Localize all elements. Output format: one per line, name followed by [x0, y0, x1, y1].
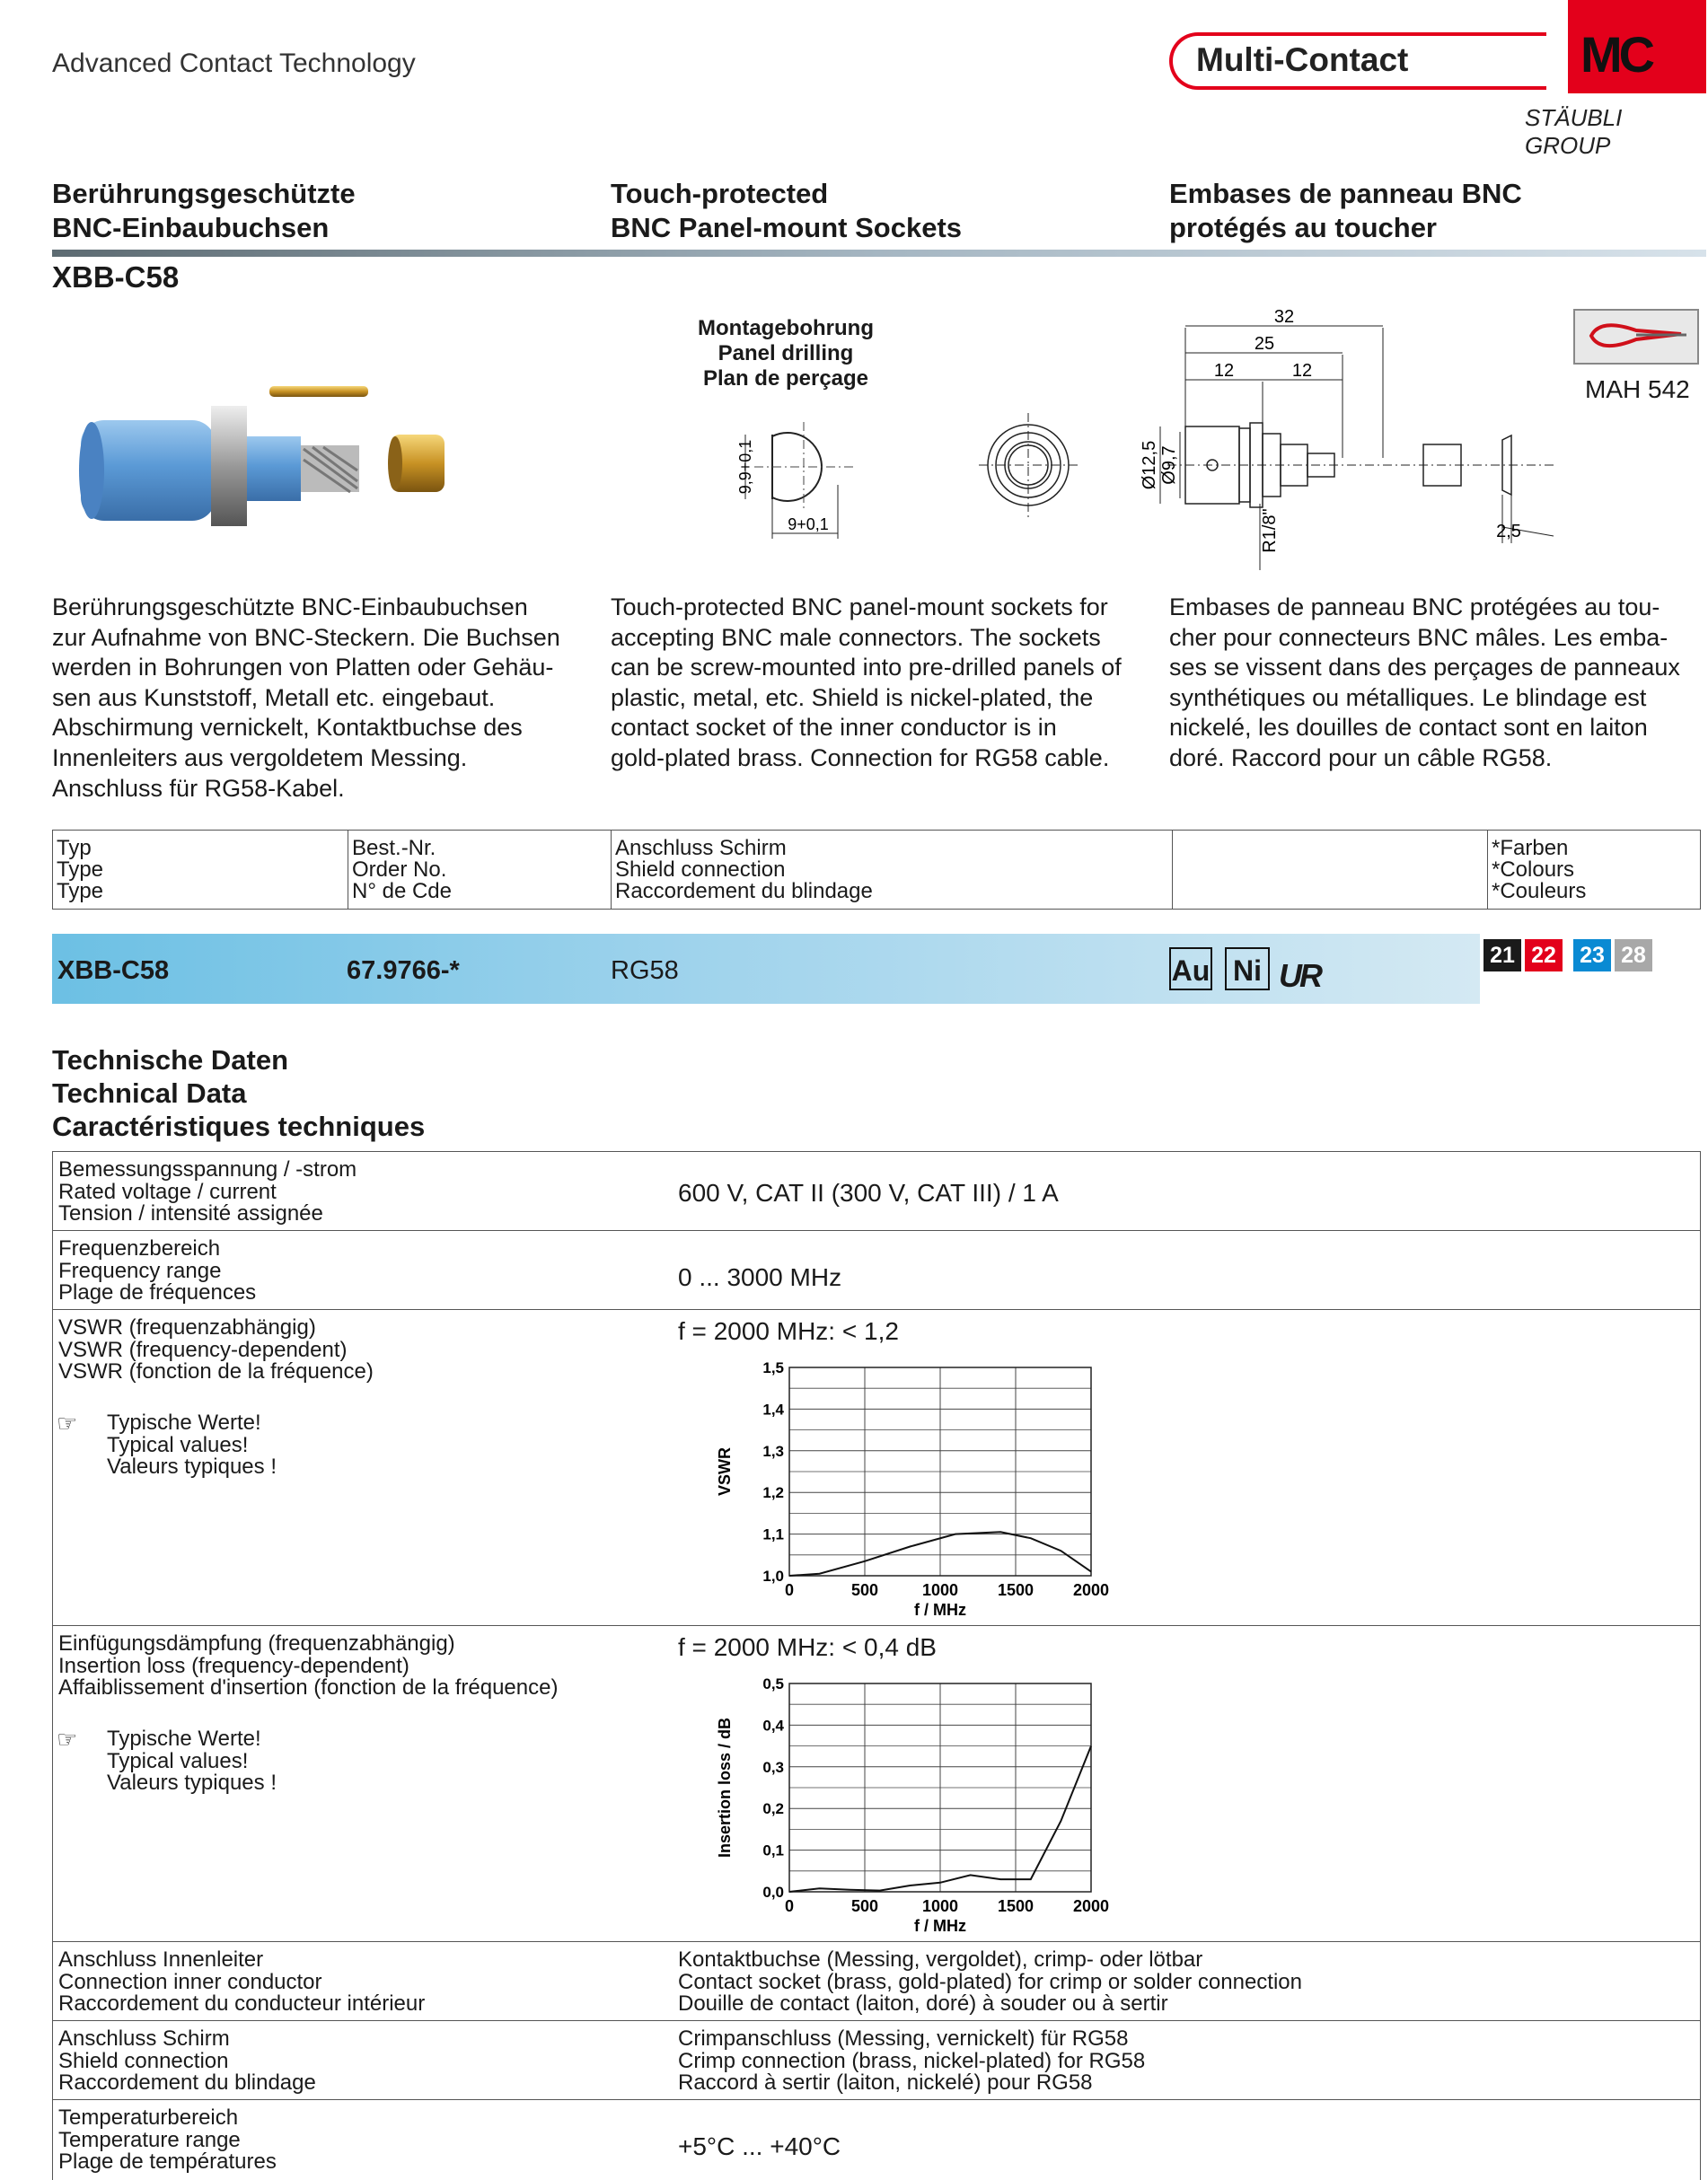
col-order: Best.-Nr. Order No. N° de Cde	[348, 831, 612, 910]
spec-vswr	[52, 1309, 1701, 1625]
pointing-hand-icon: ☞	[57, 1412, 77, 1435]
y-tick-label: 0,4	[762, 1717, 784, 1734]
spec-frequency	[52, 1230, 1701, 1309]
dim-thread: R1/8"	[1260, 508, 1280, 552]
x-tick-label: 1500	[998, 1897, 1034, 1915]
x-tick-label: 0	[785, 1897, 794, 1915]
technical-drawing	[979, 301, 1563, 579]
technical-data-title: Technische Daten Technical Data Caractéristiques techniques	[52, 1043, 425, 1143]
spec-voltage	[52, 1151, 1701, 1230]
x-tick-label: 2000	[1073, 1581, 1109, 1599]
spec-label: Anschluss Schirm Shield connection Raccordement du blindage	[58, 2028, 316, 2095]
colour-chip-28: 28	[1615, 939, 1652, 971]
types-header-table	[52, 830, 1701, 910]
col-type: Typ Type Type	[53, 831, 348, 910]
y-tick-label: 1,0	[762, 1568, 784, 1585]
model-title: XBB-C58	[52, 260, 179, 294]
vswr-spec: f = 2000 MHz: < 1,2	[678, 1317, 899, 1346]
y-tick-label: 0,1	[762, 1842, 784, 1859]
heading-en: Touch-protected BNC Panel-mount Sockets	[611, 177, 1149, 245]
ur-approval-icon: UR	[1279, 957, 1320, 995]
product-order-no: 67.9766-*	[347, 956, 460, 986]
heading-rule	[52, 250, 1706, 257]
spec-label: Anschluss Innenleiter Connection inner conductor Raccordement du conducteur intérieur	[58, 1949, 425, 2016]
spec-label: Einfügungsdämpfung (frequenzabhängig) Insertion loss (frequency-dependent) Affaiblissement d'insertion (fonction de la fréquence)	[58, 1633, 558, 1700]
y-tick-label: 1,5	[762, 1359, 784, 1376]
y-tick-label: 0,5	[762, 1675, 784, 1692]
colour-chip-21: 21	[1483, 939, 1521, 971]
y-tick-label: 1,2	[762, 1484, 784, 1501]
dim-25: 25	[1255, 334, 1274, 354]
dim-12b: 12	[1292, 361, 1312, 381]
spec-shield-connection	[52, 2020, 1701, 2099]
drilling-drawing	[709, 413, 880, 548]
x-tick-label: 500	[851, 1581, 878, 1599]
col-approval	[1173, 831, 1488, 910]
dim-25b: 2,5	[1496, 522, 1521, 541]
gold-plated-badge: Au	[1169, 947, 1212, 990]
heading-de: Berührungsgeschützte BNC-Einbaubuchsen	[52, 177, 591, 245]
spec-label: Temperaturbereich Temperature range Plage de températures	[58, 2107, 277, 2174]
spec-value: +5°C ... +40°C	[678, 2132, 841, 2161]
spec-temperature	[52, 2099, 1701, 2180]
x-tick-label: 500	[851, 1897, 878, 1915]
nickel-plated-badge: Ni	[1225, 947, 1270, 990]
x-tick-label: 1000	[922, 1581, 958, 1599]
x-tick-label: 2000	[1073, 1897, 1109, 1915]
x-tick-label: 0	[785, 1581, 794, 1599]
y-tick-label: 0,0	[762, 1884, 784, 1901]
spec-label: Frequenzbereich Frequency range Plage de fréquences	[58, 1238, 256, 1305]
y-tick-label: 1,3	[762, 1443, 784, 1460]
spec-inner-conductor	[52, 1941, 1701, 2020]
spec-value: 0 ... 3000 MHz	[678, 1263, 841, 1292]
y-axis-label: Insertion loss / dB	[716, 1718, 734, 1858]
spec-label: Bemessungsspannung / -strom Rated voltage / current Tension / intensité assignée	[58, 1159, 357, 1226]
x-axis-label: f / MHz	[914, 1917, 966, 1935]
brand-name: Multi-Contact	[1196, 41, 1408, 79]
y-tick-label: 0,2	[762, 1800, 784, 1817]
tool-label: MAH 542	[1585, 375, 1690, 404]
heading-fr: Embases de panneau BNC protégés au toucher	[1169, 177, 1708, 245]
spec-insertion-loss	[52, 1625, 1701, 1941]
dim-d97: Ø9,7	[1159, 445, 1179, 484]
crimp-tool-icon	[1573, 309, 1699, 365]
y-tick-label: 1,4	[762, 1401, 784, 1418]
x-axis-label: f / MHz	[914, 1601, 966, 1619]
spec-label: VSWR (frequenzabhängig) VSWR (frequency-dependent) VSWR (fonction de la fréquence)	[58, 1317, 374, 1384]
vswr-chart	[673, 1349, 1122, 1583]
spec-value: Crimpanschluss (Messing, vernickelt) für RG58 Crimp connection (brass, nickel-plated) for RG58 Raccord à sertir (laiton, nickelé) pour RG58	[678, 2028, 1145, 2095]
colour-chip-23: 23	[1573, 939, 1611, 971]
drilling-title: Montagebohrung Panel drilling Plan de perçage	[647, 316, 925, 391]
pointing-hand-icon: ☞	[57, 1728, 77, 1751]
insertion-loss-spec: f = 2000 MHz: < 0,4 dB	[678, 1633, 937, 1662]
colour-chip-22: 22	[1525, 939, 1563, 971]
description-en: Touch-protected BNC panel-mount sockets for accepting BNC male connectors. The sockets can be screw-mounted into pre-drilled panels of plastic, metal, etc. Shield is nickel-plated, the contact socket of the inner conductor is in gold-plated brass. Connection for RG58 cable.	[611, 593, 1149, 774]
brand-group: STÄUBLI GROUP	[1525, 104, 1706, 160]
product-shield: RG58	[611, 956, 679, 986]
spec-value: 600 V, CAT II (300 V, CAT III) / 1 A	[678, 1179, 1059, 1208]
y-tick-label: 1,1	[762, 1526, 784, 1543]
dim-12a: 12	[1214, 361, 1234, 381]
product-photo	[81, 359, 476, 548]
typical-values-note: ☞ Typische Werte! Typical values! Valeurs typiques !	[57, 1412, 416, 1484]
brand-logo-letters: MC	[1580, 25, 1651, 84]
insertion-loss-chart	[673, 1666, 1122, 1899]
x-tick-label: 1500	[998, 1581, 1034, 1599]
y-tick-label: 0,3	[762, 1759, 784, 1776]
drilling-width: 9+0,1	[788, 515, 829, 533]
spec-value: Kontaktbuchse (Messing, vergoldet), crimp- oder lötbar Contact socket (brass, gold-plated) for crimp or solder connection Douille de contact (laiton, doré) à souder ou à sertir	[678, 1949, 1302, 2016]
product-type: XBB-C58	[57, 956, 169, 986]
dim-32: 32	[1274, 307, 1294, 327]
y-axis-label: VSWR	[716, 1447, 734, 1496]
description-fr: Embases de panneau BNC protégées au tou- cher pour connecteurs BNC mâles. Les emba- ses se vissent dans des perçages de panneaux synthétiques ou métalliques. Le blindage est nickelé, les douilles de contact sont en laiton doré. Raccord pour un câble RG58.	[1169, 593, 1708, 774]
col-shield: Anschluss Schirm Shield connection Raccordement du blindage	[612, 831, 1173, 910]
tagline: Advanced Contact Technology	[52, 48, 416, 79]
description-de: Berührungsgeschützte BNC-Einbaubuchsen zur Aufnahme von BNC-Steckern. Die Buchsen werden in Bohrungen von Platten oder Gehäu- sen aus Kunststoff, Metall etc. eingebaut. Abschirmung vernickelt, Kontaktbuchse des Innenleiters aus vergoldetem Messing. Anschluss für RG58-Kabel.	[52, 593, 591, 804]
col-colours: *Farben *Colours *Couleurs	[1488, 831, 1701, 910]
dim-d125: Ø12,5	[1140, 441, 1159, 489]
drilling-height: 9,9+0,1	[736, 440, 754, 495]
x-tick-label: 1000	[922, 1897, 958, 1915]
typical-values-note: ☞ Typische Werte! Typical values! Valeurs typiques !	[57, 1728, 416, 1800]
